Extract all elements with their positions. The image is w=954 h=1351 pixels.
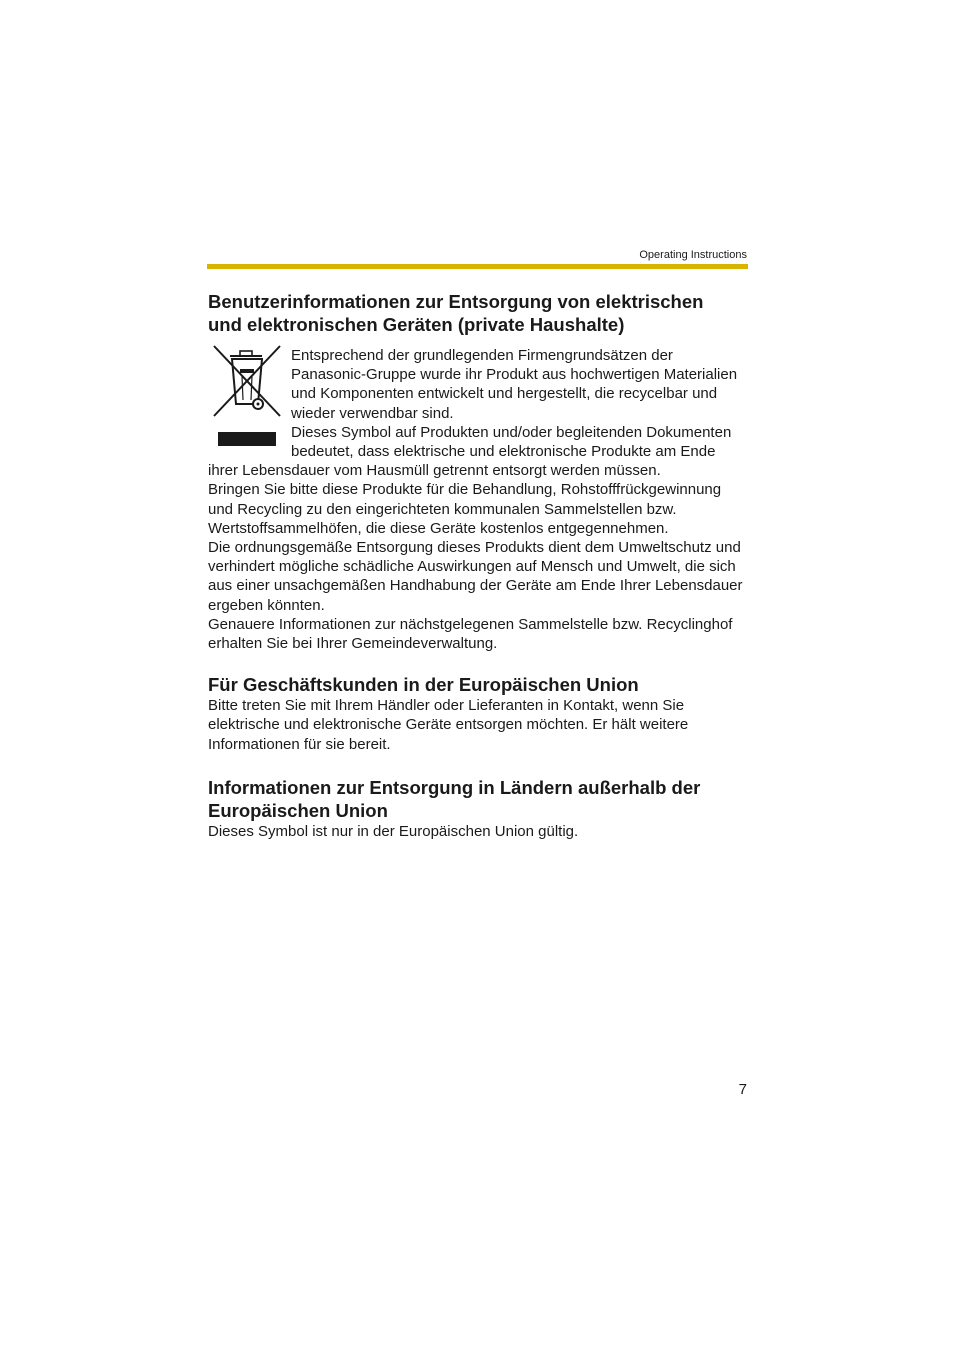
crossed-out-wheelie-bin-icon xyxy=(208,342,284,450)
page-number: 7 xyxy=(738,1081,747,1098)
paragraph-intro: Entsprechend der grundlegenden Firmengrundsätzen der Panasonic-Gruppe wurde ihr Produkt aus hochwertigen Materialien und Komponenten entwickelt und hergestellt, die recycelbar und wieder verwendbar sind. xyxy=(291,347,738,422)
paragraph-business: Bitte treten Sie mit Ihrem Händler oder Lieferanten in Kontakt, wenn Sie elektrische und elektronische Geräte entsorgen möchten. Er hält weitere Informationen für sie bereit. xyxy=(208,697,689,753)
header-rule xyxy=(207,264,748,269)
heading-line-2: und elektronischen Geräten (private Haushalte) xyxy=(208,314,625,335)
header-label: Operating Instructions xyxy=(639,249,747,261)
paragraph-symbol-meaning: Dieses Symbol auf Produkten und/oder begleitenden Dokumenten bedeutet, dass elektrische und elektronische Produkte am Ende ihrer Lebensdauer vom Hausmüll getrennt entsorgt werden müssen. xyxy=(208,423,732,480)
paragraph-more-info: Genauere Informationen zur nächstgelegenen Sammelstelle bzw. Recyclinghof erhalten Sie bei Ihrer Gemeindeverwaltung. xyxy=(208,615,733,653)
paragraph-outside-eu: Dieses Symbol ist nur in der Europäischen Union gültig. xyxy=(208,822,579,840)
section-business-customers xyxy=(208,673,743,754)
heading-line-2: Europäischen Union xyxy=(208,799,388,821)
section-heading xyxy=(208,776,743,822)
section-outside-eu xyxy=(208,776,743,841)
heading-line-1: Benutzerinformationen zur Entsorgung von elektrischen xyxy=(208,291,704,312)
section-heading: Für Geschäftskunden in der Europäischen Union xyxy=(208,674,639,696)
paragraph-collection: Bringen Sie bitte diese Produkte für die Behandlung, Rohstofffrückgewinnung und Recycling zu den eingerichteten kommunalen Sammelstellen bzw. Wertstoffsammelhöfen, die diese Geräte kostenlos entgegennehmen. xyxy=(208,481,722,537)
page-content xyxy=(208,290,743,841)
section-heading xyxy=(208,290,743,336)
intro-block xyxy=(208,346,743,480)
heading-line-1: Informationen zur Entsorgung in Ländern außerhalb der xyxy=(208,776,701,798)
section-private-households xyxy=(208,290,743,653)
paragraph-environment: Die ordnungsgemäße Entsorgung dieses Produkts dient dem Umweltschutz und verhindert mögliche schädliche Auswirkungen auf Mensch und Umwelt, die sich aus einer unsachgemäßen Handhabung der Geräte am Ende Ihrer Lebensdauer ergeben könnten. xyxy=(208,539,743,614)
